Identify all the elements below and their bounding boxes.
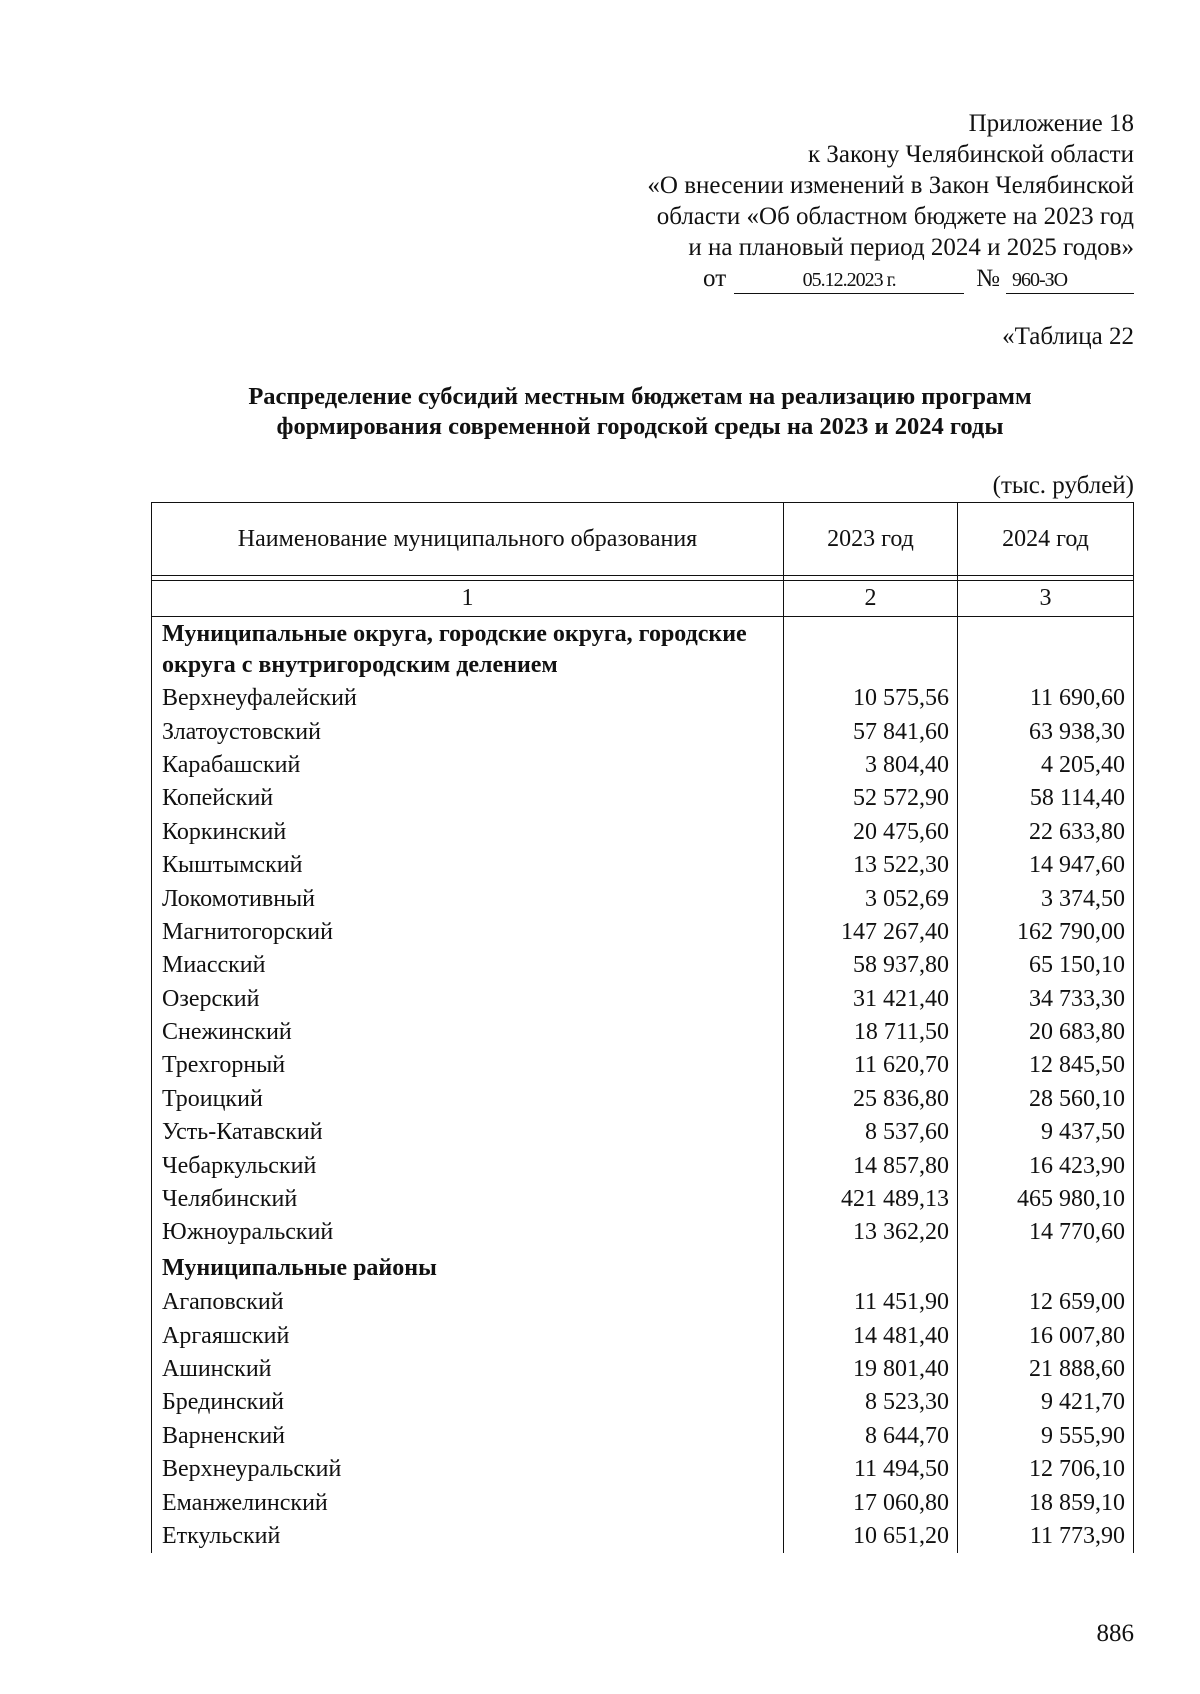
municipality-name: Агаповский xyxy=(152,1286,784,1319)
municipality-name: Еткульский xyxy=(152,1520,784,1553)
municipality-name: Челябинский xyxy=(152,1183,784,1216)
value-2023: 11 620,70 xyxy=(784,1049,958,1082)
value-2023: 52 572,90 xyxy=(784,782,958,815)
value-2023: 19 801,40 xyxy=(784,1353,958,1386)
value-2023: 147 267,40 xyxy=(784,916,958,949)
value-2024: 16 007,80 xyxy=(958,1319,1134,1352)
value-2024: 14 770,60 xyxy=(958,1216,1134,1249)
value-2024: 16 423,90 xyxy=(958,1149,1134,1182)
value-2023: 421 489,13 xyxy=(784,1183,958,1216)
value-2024: 14 947,60 xyxy=(958,849,1134,882)
value-2024: 12 845,50 xyxy=(958,1049,1134,1082)
value-2024: 162 790,00 xyxy=(958,916,1134,949)
table-row xyxy=(152,816,1134,849)
value-2023: 8 644,70 xyxy=(784,1420,958,1453)
value-2023: 10 651,20 xyxy=(784,1520,958,1553)
table-row xyxy=(152,1183,1134,1216)
empty-cell xyxy=(784,1250,958,1286)
table-row xyxy=(152,949,1134,982)
table-row xyxy=(152,1453,1134,1486)
table-row xyxy=(152,1486,1134,1519)
appendix-header-line: Приложение 18 xyxy=(968,110,1134,137)
table-row xyxy=(152,1116,1134,1149)
value-2023: 18 711,50 xyxy=(784,1016,958,1049)
value-2023: 8 537,60 xyxy=(784,1116,958,1149)
table-row xyxy=(152,1016,1134,1049)
appendix-header xyxy=(574,108,1134,263)
value-2024: 18 859,10 xyxy=(958,1486,1134,1519)
column-header-2024: 2024 год xyxy=(958,503,1134,576)
document-title-line: Распределение субсидий местным бюджетам на реализацию программ xyxy=(248,383,1032,410)
value-2024: 58 114,40 xyxy=(958,782,1134,815)
group-header-row xyxy=(152,1250,1134,1286)
law-number: 960-ЗО xyxy=(1006,267,1134,294)
value-2024: 9 437,50 xyxy=(958,1116,1134,1149)
value-2023: 13 522,30 xyxy=(784,849,958,882)
empty-cell xyxy=(784,617,958,683)
municipality-name: Златоустовский xyxy=(152,715,784,748)
municipality-name: Усть-Катавский xyxy=(152,1116,784,1149)
value-2024: 12 659,00 xyxy=(958,1286,1134,1319)
value-2024: 65 150,10 xyxy=(958,949,1134,982)
value-2023: 57 841,60 xyxy=(784,715,958,748)
municipality-name: Кыштымский xyxy=(152,849,784,882)
table-row xyxy=(152,782,1134,815)
value-2024: 3 374,50 xyxy=(958,882,1134,915)
value-2023: 3 052,69 xyxy=(784,882,958,915)
table-row xyxy=(152,1353,1134,1386)
document-title-line: формирования современной городской среды на 2023 и 2024 годы xyxy=(276,413,1004,440)
column-header-name: Наименование муниципального образования xyxy=(152,503,784,576)
appendix-header-line: и на плановый период 2024 и 2025 годов» xyxy=(688,234,1134,261)
municipality-name: Южноуральский xyxy=(152,1216,784,1249)
page-number: 886 xyxy=(1096,1620,1134,1647)
units-label: (тыс. рублей) xyxy=(992,472,1134,499)
column-header-2023: 2023 год xyxy=(784,503,958,576)
group-header-row xyxy=(152,617,1134,683)
value-2024: 11 690,60 xyxy=(958,682,1134,715)
value-2023: 11 494,50 xyxy=(784,1453,958,1486)
table-label: «Таблица 22 xyxy=(1002,323,1134,350)
value-2024: 4 205,40 xyxy=(958,749,1134,782)
value-2023: 14 481,40 xyxy=(784,1319,958,1352)
column-number-row xyxy=(152,581,1134,617)
value-2023: 14 857,80 xyxy=(784,1149,958,1182)
value-2023: 58 937,80 xyxy=(784,949,958,982)
municipality-name: Брединский xyxy=(152,1386,784,1419)
table-row xyxy=(152,1216,1134,1249)
table-row xyxy=(152,682,1134,715)
municipality-name: Магнитогорский xyxy=(152,916,784,949)
value-2024: 22 633,80 xyxy=(958,816,1134,849)
municipality-name: Копейский xyxy=(152,782,784,815)
municipality-name: Коркинский xyxy=(152,816,784,849)
value-2023: 10 575,56 xyxy=(784,682,958,715)
municipality-name: Верхнеуральский xyxy=(152,1453,784,1486)
municipality-name: Карабашский xyxy=(152,749,784,782)
table-row xyxy=(152,1286,1134,1319)
value-2023: 13 362,20 xyxy=(784,1216,958,1249)
municipality-name: Миасский xyxy=(152,949,784,982)
appendix-header-line: области «Об областном бюджете на 2023 год xyxy=(656,203,1134,230)
municipality-name: Верхнеуфалейский xyxy=(152,682,784,715)
value-2023: 11 451,90 xyxy=(784,1286,958,1319)
column-number: 3 xyxy=(958,581,1134,617)
value-2024: 12 706,10 xyxy=(958,1453,1134,1486)
municipality-name: Варненский xyxy=(152,1420,784,1453)
value-2024: 9 421,70 xyxy=(958,1386,1134,1419)
value-2024: 34 733,30 xyxy=(958,983,1134,1016)
value-2024: 465 980,10 xyxy=(958,1183,1134,1216)
law-date-number-line xyxy=(703,264,1134,294)
group-title: Муниципальные районы xyxy=(152,1250,784,1286)
value-2023: 20 475,60 xyxy=(784,816,958,849)
table-row xyxy=(152,715,1134,748)
table-row xyxy=(152,749,1134,782)
value-2024: 9 555,90 xyxy=(958,1420,1134,1453)
value-2024: 63 938,30 xyxy=(958,715,1134,748)
table-row xyxy=(152,983,1134,1016)
appendix-header-line: к Закону Челябинской области xyxy=(808,141,1134,168)
municipality-name: Снежинский xyxy=(152,1016,784,1049)
law-date: 05.12.2023 г. xyxy=(734,267,964,294)
table-row xyxy=(152,882,1134,915)
table-header-row xyxy=(152,503,1134,576)
municipality-name: Еманжелинский xyxy=(152,1486,784,1519)
number-prefix: № xyxy=(976,265,1000,292)
subsidy-table xyxy=(151,502,1134,1553)
appendix-header-line: «О внесении изменений в Закон Челябинской xyxy=(647,172,1134,199)
value-2024: 21 888,60 xyxy=(958,1353,1134,1386)
municipality-name: Ашинский xyxy=(152,1353,784,1386)
document-title xyxy=(160,382,1120,442)
value-2024: 28 560,10 xyxy=(958,1083,1134,1116)
value-2023: 3 804,40 xyxy=(784,749,958,782)
table-row xyxy=(152,1420,1134,1453)
empty-cell xyxy=(958,617,1134,683)
municipality-name: Аргаяшский xyxy=(152,1319,784,1352)
column-number: 1 xyxy=(152,581,784,617)
value-2023: 8 523,30 xyxy=(784,1386,958,1419)
value-2023: 31 421,40 xyxy=(784,983,958,1016)
value-2023: 25 836,80 xyxy=(784,1083,958,1116)
table-row xyxy=(152,1319,1134,1352)
date-prefix: от xyxy=(703,265,727,292)
municipality-name: Трехгорный xyxy=(152,1049,784,1082)
municipality-name: Троицкий xyxy=(152,1083,784,1116)
column-number: 2 xyxy=(784,581,958,617)
value-2023: 17 060,80 xyxy=(784,1486,958,1519)
municipality-name: Чебаркульский xyxy=(152,1149,784,1182)
group-title: Муниципальные округа, городские округа, городские округа с внутригородским делением xyxy=(152,617,784,683)
empty-cell xyxy=(958,1250,1134,1286)
table-row xyxy=(152,1049,1134,1082)
table-row xyxy=(152,1520,1134,1553)
value-2024: 20 683,80 xyxy=(958,1016,1134,1049)
table-row xyxy=(152,1386,1134,1419)
table-row xyxy=(152,1149,1134,1182)
municipality-name: Озерский xyxy=(152,983,784,1016)
table-row xyxy=(152,849,1134,882)
table-row xyxy=(152,1083,1134,1116)
value-2024: 11 773,90 xyxy=(958,1520,1134,1553)
table-body xyxy=(152,617,1134,1554)
table-row xyxy=(152,916,1134,949)
municipality-name: Локомотивный xyxy=(152,882,784,915)
